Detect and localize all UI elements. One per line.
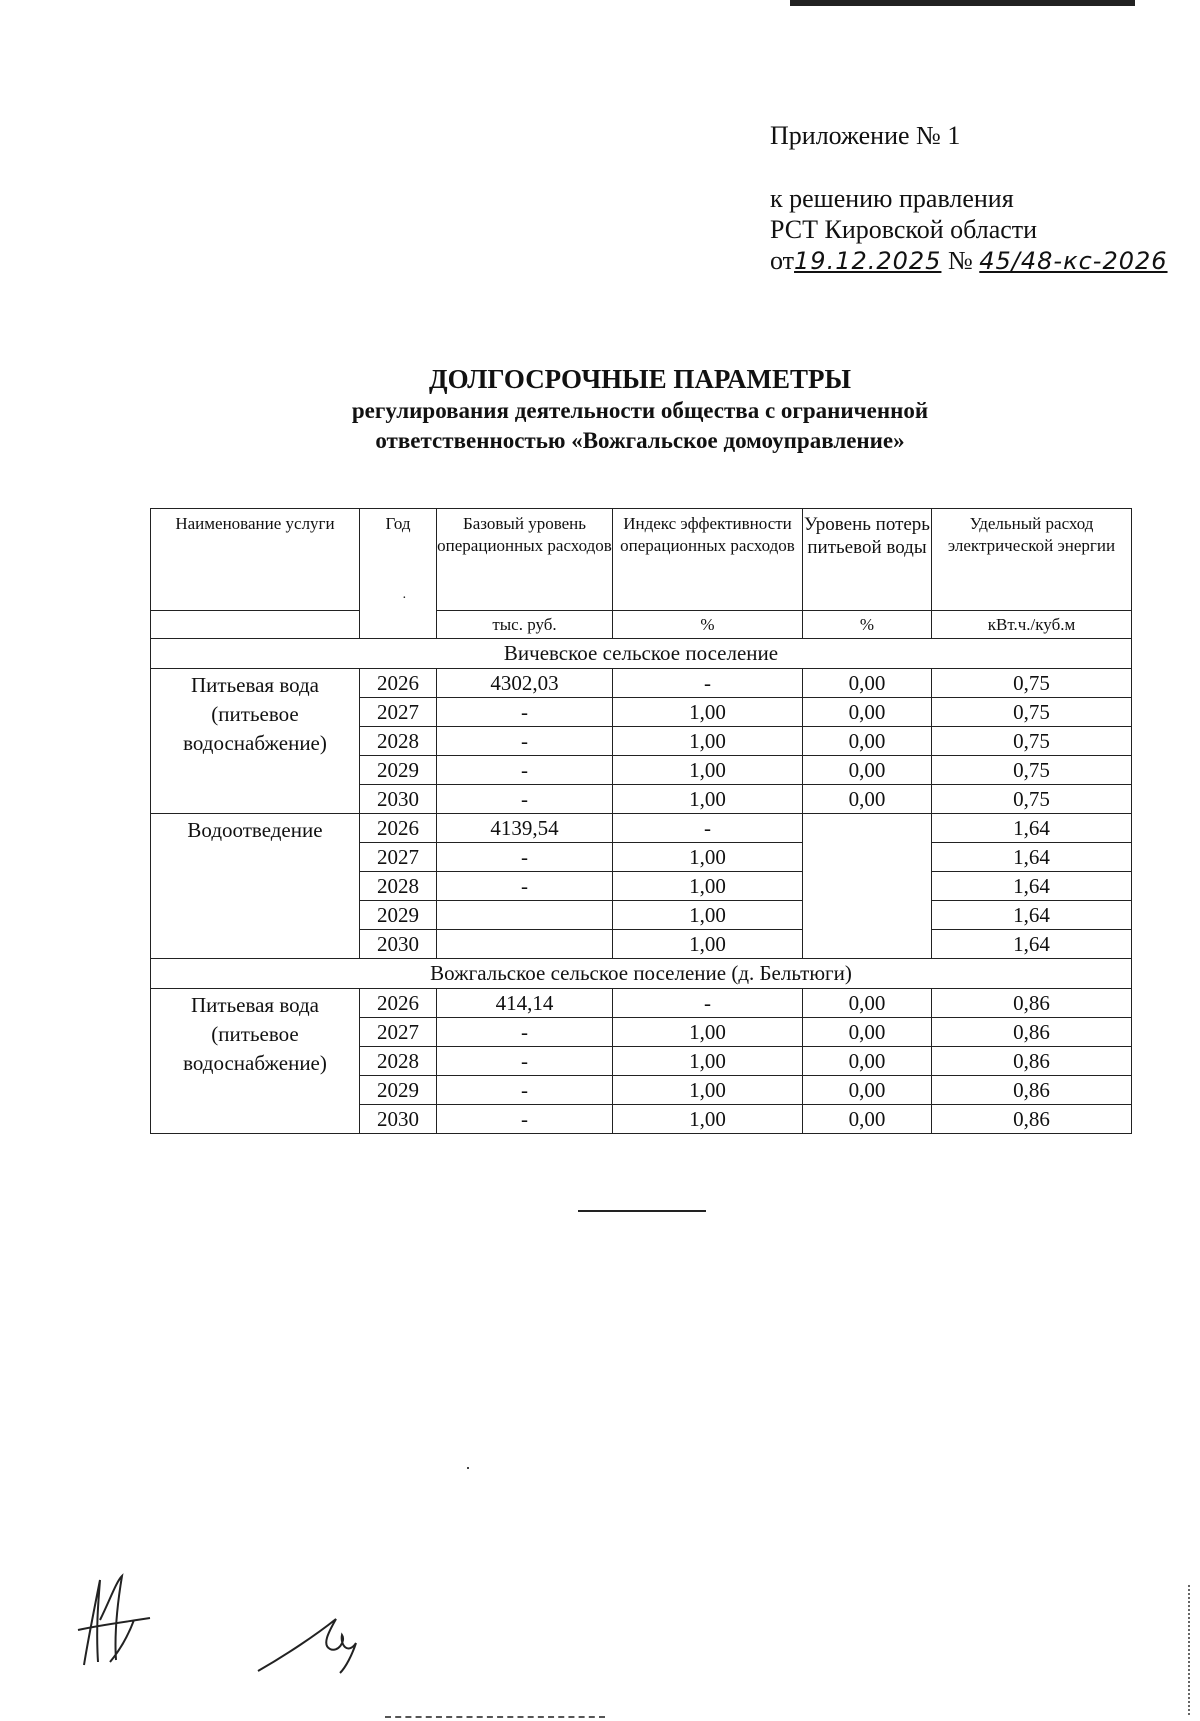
header-year-label: Год bbox=[385, 514, 411, 533]
unit-energy: кВт.ч./куб.м bbox=[932, 611, 1132, 639]
cell-base: - bbox=[437, 727, 613, 756]
bottom-scan-bar bbox=[385, 1716, 605, 1721]
service-name: Питьевая вода (питьевое водоснабжение) bbox=[151, 989, 360, 1134]
cell-loss: 0,00 bbox=[803, 1076, 932, 1105]
cell-eff: 1,00 bbox=[613, 727, 803, 756]
cell-year: 2026 bbox=[360, 669, 437, 698]
annex-block bbox=[770, 120, 1168, 277]
table-units-row bbox=[151, 611, 1132, 639]
end-divider bbox=[578, 1210, 706, 1212]
cell-eff: 1,00 bbox=[613, 1105, 803, 1134]
cell-energy: 0,86 bbox=[932, 1076, 1132, 1105]
cell-year: 2029 bbox=[360, 756, 437, 785]
date-prefix: от bbox=[770, 246, 795, 275]
parameters-table bbox=[150, 508, 1132, 1134]
number-prefix: № bbox=[947, 246, 973, 275]
cell-base bbox=[437, 901, 613, 930]
unit-base-cost: тыс. руб. bbox=[437, 611, 613, 639]
cell-year: 2027 bbox=[360, 1018, 437, 1047]
cell-energy: 0,86 bbox=[932, 1047, 1132, 1076]
decision-date: 19.12.2025 bbox=[794, 247, 942, 275]
section-row bbox=[151, 639, 1132, 669]
cell-base: - bbox=[437, 1018, 613, 1047]
cell-energy: 0,86 bbox=[932, 1018, 1132, 1047]
cell-year: 2030 bbox=[360, 1105, 437, 1134]
cell-base: - bbox=[437, 756, 613, 785]
cell-loss: 0,00 bbox=[803, 1047, 932, 1076]
header-service: Наименование услуги bbox=[151, 509, 360, 611]
cell-base bbox=[437, 930, 613, 959]
cell-loss: 0,00 bbox=[803, 727, 932, 756]
annex-line-2: РСТ Кировской области bbox=[770, 215, 1038, 244]
annex-line-1: к решению правления bbox=[770, 184, 1014, 213]
header-year bbox=[360, 509, 437, 639]
cell-base: - bbox=[437, 1047, 613, 1076]
cell-loss: 0,00 bbox=[803, 756, 932, 785]
cell-energy: 0,75 bbox=[932, 785, 1132, 814]
cell-year: 2029 bbox=[360, 901, 437, 930]
cell-energy: 1,64 bbox=[932, 930, 1132, 959]
cell-energy: 0,86 bbox=[932, 1105, 1132, 1134]
cell-year: 2027 bbox=[360, 843, 437, 872]
cell-loss: 0,00 bbox=[803, 698, 932, 727]
cell-eff: - bbox=[613, 989, 803, 1018]
cell-eff: 1,00 bbox=[613, 843, 803, 872]
cell-energy: 0,75 bbox=[932, 669, 1132, 698]
cell-eff: 1,00 bbox=[613, 698, 803, 727]
signature-1 bbox=[70, 1570, 160, 1670]
cell-loss: 0,00 bbox=[803, 785, 932, 814]
cell-base: 414,14 bbox=[437, 989, 613, 1018]
service-name: Водоотведение bbox=[151, 814, 360, 959]
header-efficiency: Индекс эффективности операционных расходов bbox=[613, 509, 803, 611]
cell-eff: 1,00 bbox=[613, 1018, 803, 1047]
edge-marks bbox=[1188, 1585, 1193, 1715]
cell-base: - bbox=[437, 1076, 613, 1105]
cell-base: - bbox=[437, 785, 613, 814]
cell-loss-empty bbox=[803, 814, 932, 959]
cell-loss: 0,00 bbox=[803, 989, 932, 1018]
decision-number: 45/48-кс-2026 bbox=[979, 247, 1168, 275]
signature-2 bbox=[256, 1615, 366, 1675]
cell-year: 2026 bbox=[360, 814, 437, 843]
cell-eff: 1,00 bbox=[613, 872, 803, 901]
cell-base: - bbox=[437, 843, 613, 872]
document-heading bbox=[140, 362, 1140, 456]
cell-eff: 1,00 bbox=[613, 930, 803, 959]
cell-energy: 0,75 bbox=[932, 756, 1132, 785]
unit-loss: % bbox=[803, 611, 932, 639]
unit-efficiency: % bbox=[613, 611, 803, 639]
service-name: Питьевая вода (питьевое водоснабжение) bbox=[151, 669, 360, 814]
cell-eff: 1,00 bbox=[613, 1047, 803, 1076]
cell-loss: 0,00 bbox=[803, 1018, 932, 1047]
unit-service-blank bbox=[151, 611, 360, 639]
cell-base: 4139,54 bbox=[437, 814, 613, 843]
cell-year: 2030 bbox=[360, 785, 437, 814]
cell-year: 2026 bbox=[360, 989, 437, 1018]
cell-eff: 1,00 bbox=[613, 756, 803, 785]
cell-year: 2030 bbox=[360, 930, 437, 959]
section-title: Вожгальское сельское поселение (д. Бельтюги) bbox=[151, 959, 1132, 989]
cell-year: 2028 bbox=[360, 727, 437, 756]
cell-base: 4302,03 bbox=[437, 669, 613, 698]
top-scan-bar bbox=[790, 0, 1135, 6]
table-row bbox=[151, 989, 1132, 1018]
cell-eff: - bbox=[613, 669, 803, 698]
cell-loss: 0,00 bbox=[803, 669, 932, 698]
header-loss: Уровень потерь питьевой воды bbox=[803, 509, 932, 611]
cell-energy: 0,86 bbox=[932, 989, 1132, 1018]
table-header-row bbox=[151, 509, 1132, 611]
scan-speck bbox=[467, 1467, 469, 1469]
header-energy: Удельный расход электрической энергии bbox=[932, 509, 1132, 611]
cell-loss: 0,00 bbox=[803, 1105, 932, 1134]
cell-energy: 1,64 bbox=[932, 814, 1132, 843]
cell-year: 2028 bbox=[360, 1047, 437, 1076]
cell-eff: 1,00 bbox=[613, 785, 803, 814]
cell-base: - bbox=[437, 872, 613, 901]
cell-energy: 1,64 bbox=[932, 901, 1132, 930]
cell-year: 2029 bbox=[360, 1076, 437, 1105]
cell-year: 2027 bbox=[360, 698, 437, 727]
cell-energy: 1,64 bbox=[932, 843, 1132, 872]
heading-title: ДОЛГОСРОЧНЫЕ ПАРАМЕТРЫ bbox=[429, 364, 851, 394]
year-mark: · bbox=[402, 591, 407, 606]
cell-energy: 0,75 bbox=[932, 727, 1132, 756]
cell-eff: 1,00 bbox=[613, 901, 803, 930]
cell-year: 2028 bbox=[360, 872, 437, 901]
cell-base: - bbox=[437, 1105, 613, 1134]
heading-subtitle-2: ответственностью «Вожгальское домоуправление» bbox=[375, 428, 905, 453]
cell-eff: 1,00 bbox=[613, 1076, 803, 1105]
table-row bbox=[151, 669, 1132, 698]
annex-date-line bbox=[770, 245, 1168, 277]
cell-eff: - bbox=[613, 814, 803, 843]
section-title: Вичевское сельское поселение bbox=[151, 639, 1132, 669]
annex-title: Приложение № 1 bbox=[770, 121, 961, 150]
header-base-cost: Базовый уровень операционных расходов bbox=[437, 509, 613, 611]
heading-subtitle-1: регулирования деятельности общества с ограниченной bbox=[351, 398, 929, 423]
cell-energy: 0,75 bbox=[932, 698, 1132, 727]
table-row bbox=[151, 814, 1132, 843]
section-row bbox=[151, 959, 1132, 989]
cell-base: - bbox=[437, 698, 613, 727]
cell-energy: 1,64 bbox=[932, 872, 1132, 901]
